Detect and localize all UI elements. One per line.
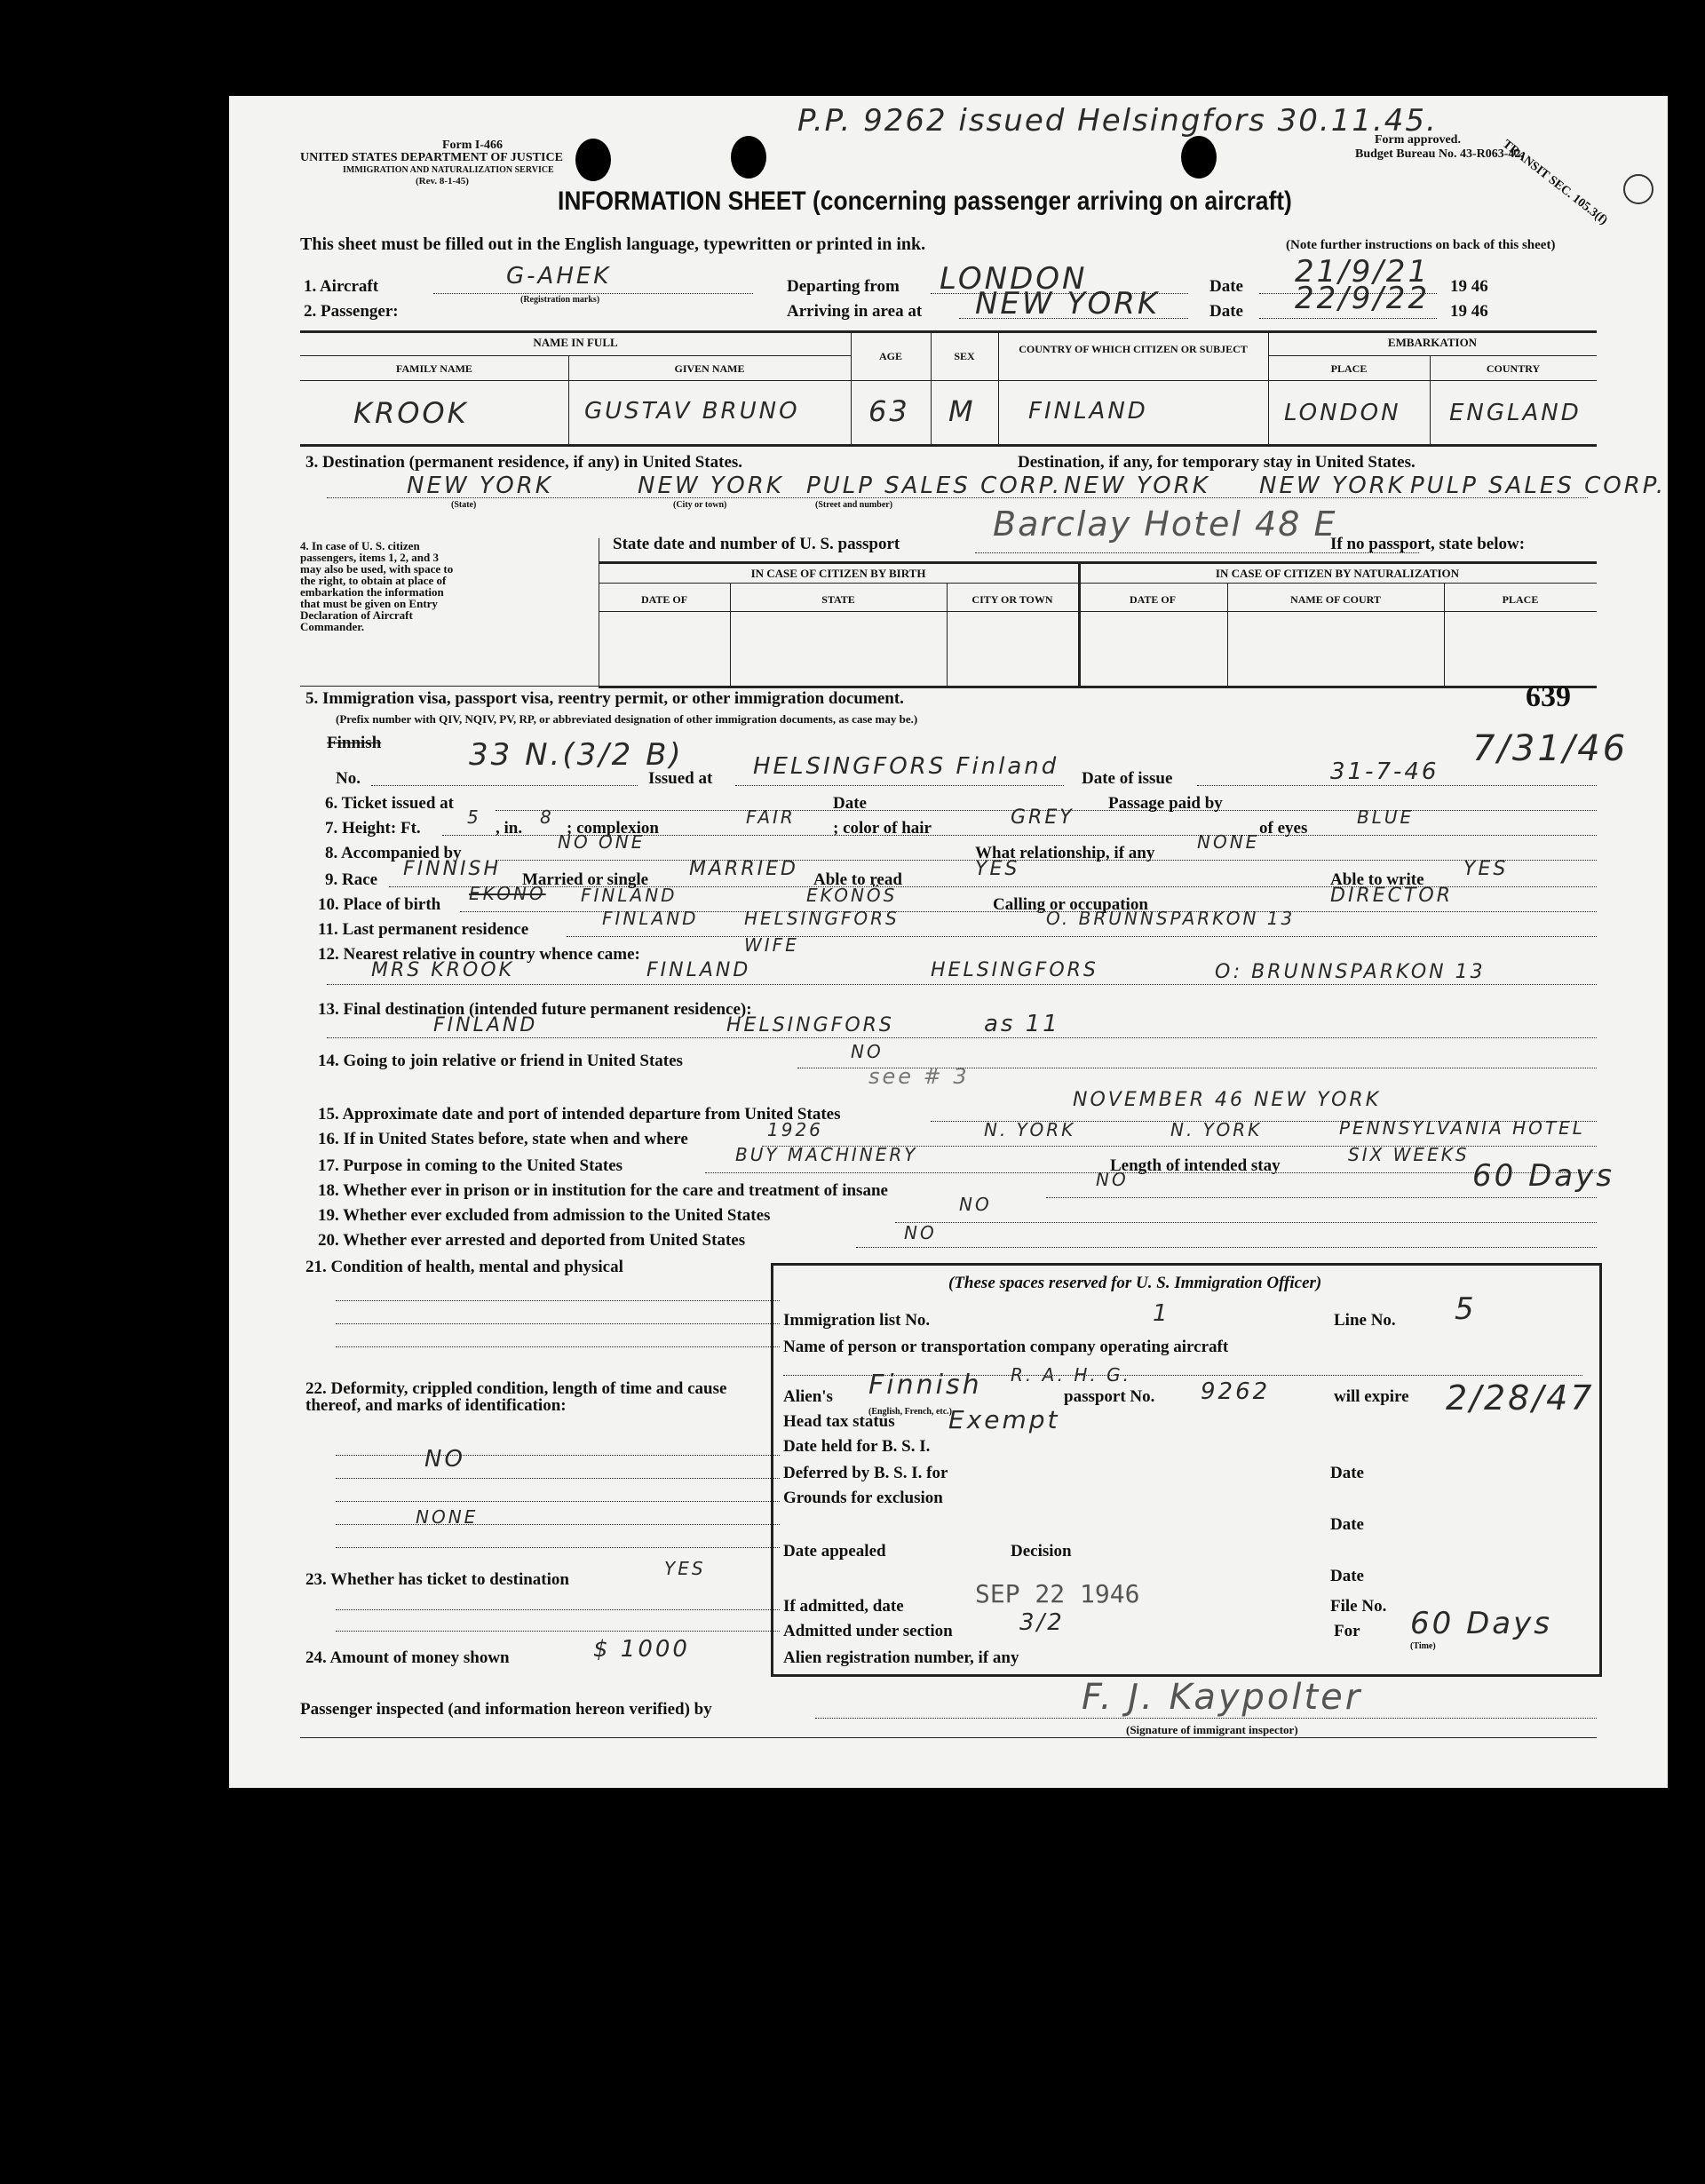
aircraft-value: G-AHEK (506, 263, 612, 290)
r24: 24. Amount of money shown (305, 1648, 510, 1667)
cap-state: (State) (451, 500, 477, 510)
write: YES (1463, 858, 1509, 880)
date-of2: DATE OF (1129, 593, 1177, 606)
r16: 16. If in United States before, state when and where (318, 1130, 688, 1148)
by-nat: IN CASE OF CITIZEN BY NATURALIZATION (1215, 567, 1460, 580)
passenger-label: 2. Passenger: (304, 302, 399, 321)
rule-line (815, 1718, 1597, 1719)
r7: 7. Height: Ft. (325, 819, 421, 838)
visa-number-639: 639 (1526, 680, 1571, 713)
rule-line (300, 444, 1597, 447)
age: AGE (878, 350, 902, 362)
rule-line (735, 785, 1064, 786)
relative-rel: WIFE (744, 934, 799, 956)
rule-line (336, 1455, 780, 1456)
depart: NOVEMBER 46 NEW YORK (1073, 1089, 1382, 1111)
r13: 13. Final destination (intended future permanent residence): (318, 1000, 752, 1019)
relative-country: FINLAND (646, 959, 751, 981)
r22: 22. Deformity, crippled condition, length of time and cause thereof, and marks of identification: (305, 1379, 727, 1415)
for-label: For (1334, 1622, 1360, 1640)
time-caption: (Time) (1410, 1641, 1436, 1651)
in: 8 (540, 806, 554, 828)
given-name: GIVEN NAME (674, 362, 745, 375)
state: NEW YORK (407, 473, 553, 499)
accompanied: NO ONE (558, 831, 646, 853)
calling-label: Calling or occupation (993, 895, 1148, 914)
citizen-note: 4. In case of U. S. citizen passengers, items 1, 2, and 3 may also be used, with space to the right, to obtain at place of embarkation the information that must be given on Entry Declaration of Aircraft Commander. (300, 539, 454, 633)
join: NO (851, 1041, 884, 1062)
calling: DIRECTOR (1330, 885, 1454, 907)
arrested: NO (904, 1222, 937, 1243)
bsi-label: Date held for B. S. I. (783, 1437, 931, 1456)
inspected: Passenger inspected (and information hereon verified) by (300, 1700, 712, 1719)
before-year: 1926 (767, 1119, 823, 1140)
embarkation: EMBARKATION (1387, 336, 1478, 349)
transit-stamp: TRANSIT SEC. 105.3(f) (1500, 137, 1610, 228)
no-label: No. (336, 769, 361, 788)
rule-line (599, 561, 1597, 564)
eyes: BLUE (1357, 806, 1415, 828)
rule-line (371, 785, 638, 786)
read-label: Able to read (813, 870, 902, 889)
rule-line (327, 1037, 1597, 1038)
issued-label: Issued at (648, 769, 713, 788)
rule-line (705, 1172, 1597, 1173)
service: IMMIGRATION AND NATURALIZATION SERVICE (343, 165, 554, 175)
rule-line (336, 1478, 780, 1479)
appealed-label: Date appealed (783, 1542, 886, 1561)
purpose: BUY MACHINERY (735, 1144, 918, 1165)
t-city: NEW YORK (1259, 473, 1406, 499)
line-value: 5 (1455, 1291, 1477, 1327)
birth-country: FINLAND (581, 885, 678, 906)
hand-date: 7/31/46 (1472, 728, 1629, 769)
prison: NO (1096, 1169, 1129, 1190)
place: PLACE (1330, 362, 1368, 375)
expire-label: will expire (1334, 1387, 1409, 1406)
punch-hole (731, 136, 766, 179)
department: UNITED STATES DEPARTMENT OF JUSTICE (300, 151, 563, 164)
rule-line (1046, 1197, 1597, 1198)
rule-line (336, 1346, 780, 1347)
t-street: PULP SALES CORP. (1410, 473, 1667, 499)
last-country: FINLAND (602, 908, 699, 929)
family-name: FAMILY NAME (396, 362, 472, 375)
line-label: Line No. (1334, 1311, 1396, 1330)
date-label: Date (1209, 302, 1243, 321)
alien-value: Finnish (868, 1370, 982, 1401)
section-value: 3/2 (1019, 1609, 1065, 1636)
state: STATE (821, 593, 855, 606)
married-label: Married or single (522, 870, 649, 889)
arriving-value: NEW YORK (975, 286, 1161, 322)
rule-line (931, 330, 932, 444)
list-value: 1 (1153, 1300, 1170, 1327)
r18: 18. Whether ever in prison or in institution for the care and treatment of insane (318, 1181, 888, 1200)
rule-line (1197, 785, 1597, 786)
admitted-label: If admitted, date (783, 1597, 904, 1616)
struck: Finnish (327, 734, 382, 752)
temp-destination-label: Destination, if any, for temporary stay in United States. (1018, 453, 1416, 472)
country-citizen: COUNTRY OF WHICH CITIZEN OR SUBJECT (1019, 343, 1248, 355)
date-label: Date (1330, 1464, 1364, 1482)
race: FINNISH (403, 858, 502, 880)
rule-line (336, 1631, 780, 1632)
handwritten-note: P.P. 9262 issued Helsingfors 30.11.45. (797, 103, 1438, 139)
rule-line (336, 1323, 780, 1324)
name-in-full: NAME IN FULL (533, 336, 618, 349)
embark-place: LONDON (1284, 400, 1401, 426)
passport-value: 9262 (1201, 1378, 1271, 1405)
rule-line (851, 330, 852, 444)
birth-struck: EKONO (469, 883, 546, 904)
pp-note: R. A. H. G. (1011, 1364, 1131, 1386)
city-town: CITY OR TOWN (971, 593, 1053, 606)
r22-a: NO (424, 1446, 465, 1473)
date-issue-label: Date of issue (1082, 769, 1173, 788)
r14: 14. Going to join relative or friend in United States (318, 1052, 683, 1070)
name-court: NAME OF COURT (1290, 593, 1381, 606)
year1: 19 46 (1450, 277, 1488, 296)
r15: 15. Approximate date and port of intended departure from United States (318, 1105, 841, 1124)
passport-label: State date and number of U. S. passport (613, 535, 900, 553)
hair-label: ; color of hair (833, 819, 932, 838)
operator-label: Name of person or transportation company operating aircraft (783, 1338, 1229, 1356)
alien-sub: (English, French, etc.) (868, 1407, 952, 1417)
sig-caption: (Signature of immigrant inspector) (1126, 1723, 1298, 1736)
last-street: O. BRUNNSPARKON 13 (1046, 908, 1296, 929)
year2: 19 46 (1450, 302, 1488, 321)
r6-paid: Passage paid by (1108, 794, 1223, 813)
deferred-label: Deferred by B. S. I. for (783, 1464, 948, 1482)
excluded: NO (959, 1194, 992, 1215)
reg-label: Alien registration number, if any (783, 1648, 1019, 1667)
city: NEW YORK (638, 473, 784, 499)
list-label: Immigration list No. (783, 1311, 931, 1330)
sex-value: M (948, 394, 976, 428)
visa-issued-at: HELSINGFORS Finland (753, 753, 1059, 780)
rule-line (300, 330, 1597, 333)
visa-no: 33 N.(3/2 B) (469, 737, 684, 773)
date-label: Date (1209, 277, 1243, 296)
relative-city: HELSINGFORS (931, 959, 1098, 981)
by-birth: IN CASE OF CITIZEN BY BIRTH (750, 567, 926, 580)
r10: 10. Place of birth (318, 895, 441, 914)
rule-line (336, 1547, 780, 1548)
embark-country: ENGLAND (1449, 400, 1582, 426)
r17: 17. Purpose in coming to the United States (318, 1156, 623, 1175)
cap-street: (Street and number) (815, 500, 893, 510)
sex: SEX (954, 350, 975, 362)
read: YES (975, 858, 1020, 880)
rule-line (856, 1247, 1597, 1248)
date-of: DATE OF (640, 593, 688, 606)
final-street: as 11 (984, 1011, 1060, 1037)
form-sheet (229, 96, 1668, 1788)
hair: GREY (1011, 806, 1075, 829)
r11: 11. Last permanent residence (318, 920, 529, 939)
r9: 9. Race (325, 870, 378, 889)
ft: 5 (467, 806, 481, 828)
no-passport: If no passport, state below: (1330, 535, 1526, 553)
arriving-label: Arriving in area at (787, 302, 923, 321)
stay: SIX WEEKS (1348, 1144, 1470, 1165)
destination-label: 3. Destination (permanent residence, if any) in United States. (305, 453, 743, 472)
visa-label: 5. Immigration visa, passport visa, reentry permit, or other immigration document. (305, 689, 904, 708)
r22-b: NONE (416, 1506, 479, 1528)
stay-label: Length of intended stay (1110, 1156, 1281, 1175)
money: $ 1000 (593, 1636, 690, 1663)
rule-line (300, 686, 599, 687)
alien-label: Alien's (783, 1387, 833, 1406)
join-hand: see # 3 (868, 1064, 970, 1089)
rule-line (300, 380, 1597, 381)
rule-line (336, 1501, 780, 1502)
ticket: YES (664, 1558, 706, 1579)
file-label: File No. (1330, 1597, 1387, 1616)
reg-marks: (Registration marks) (520, 295, 600, 305)
headtax-value: Exempt (948, 1405, 1060, 1434)
rule-line (336, 1609, 780, 1610)
rule-line (300, 355, 851, 356)
r23: 23. Whether has ticket to destination (305, 1570, 569, 1589)
passport-label: passport No. (1064, 1387, 1155, 1406)
t-state: NEW YORK (1064, 473, 1210, 499)
back-note: (Note further instructions on back of this sheet) (1286, 238, 1556, 252)
before-street: PENNSYLVANIA HOTEL (1339, 1117, 1585, 1139)
eyes-label: of eyes (1259, 819, 1308, 838)
r6: 6. Ticket issued at (325, 794, 454, 813)
rule-line (1268, 355, 1597, 356)
header: (These spaces reserved for U. S. Immigration Officer) (948, 1274, 1322, 1292)
decision-label: Decision (1011, 1542, 1072, 1561)
for-value: 60 Days (1410, 1606, 1552, 1641)
complexion: FAIR (746, 806, 796, 828)
country: COUNTRY (1486, 362, 1541, 375)
stay-hand: 60 Days (1472, 1158, 1614, 1194)
before-state: N. YORK (984, 1119, 1076, 1140)
departing-label: Departing from (787, 277, 900, 296)
r21: 21. Condition of health, mental and physical (305, 1258, 623, 1276)
departing-value: LONDON (940, 261, 1088, 297)
grounds-label: Grounds for exclusion (783, 1489, 943, 1507)
sub: (Prefix number with QIV, NQIV, PV, RP, or abbreviated designation of other immigration documents, as case may be.) (336, 712, 918, 726)
hotel-note: Barclay Hotel 48 E (993, 504, 1337, 544)
write-label: Able to write (1330, 870, 1424, 889)
form-approved: Form approved. (1375, 133, 1461, 147)
date-arrival: 22/9/22 (1295, 281, 1431, 316)
inspector-signature: F. J. Kaypolter (1082, 1677, 1363, 1718)
before-city: N. YORK (1170, 1119, 1263, 1140)
complexion-label: ; complexion (567, 819, 659, 838)
rule-line (599, 583, 1597, 584)
rule-line (336, 1524, 780, 1525)
punch-hole (575, 139, 611, 181)
instruction: This sheet must be filled out in the English language, typewritten or printed in ink. (300, 234, 926, 254)
relationship-label: What relationship, if any (975, 844, 1155, 862)
expire-value: 2/28/47 (1446, 1378, 1595, 1418)
r19: 19. Whether ever excluded from admission to the United States (318, 1206, 771, 1225)
rule-line (336, 1300, 780, 1301)
r20: 20. Whether ever arrested and deported from United States (318, 1231, 746, 1250)
final-country: FINLAND (433, 1014, 538, 1036)
section-label: Admitted under section (783, 1622, 953, 1640)
rule-line (300, 1737, 1597, 1738)
rule-line (895, 1222, 1597, 1223)
birth-city: EKONÖS (806, 885, 898, 906)
date-departure: 21/9/21 (1295, 254, 1431, 290)
visa-date-issue: 31-7-46 (1330, 758, 1439, 785)
budget-bureau: Budget Bureau No. 43-R063-42. (1355, 147, 1524, 161)
date-label: Date (1330, 1567, 1364, 1585)
aircraft-label: 1. Aircraft (304, 277, 379, 296)
r8: 8. Accompanied by (325, 844, 462, 862)
age-value: 63 (868, 394, 910, 428)
rule-line (327, 984, 1597, 985)
revision: (Rev. 8-1-45) (416, 176, 469, 187)
in-label: , in. (496, 819, 523, 838)
last-city: HELSINGFORS (744, 908, 900, 929)
relationship: NONE (1197, 831, 1260, 853)
rule-line (599, 611, 1597, 612)
punch-hole (1181, 136, 1217, 179)
given-name: GUSTAV BRUNO (584, 398, 800, 425)
form-number: Form I-466 (442, 139, 504, 152)
page-title: INFORMATION SHEET (concerning passenger arriving on aircraft) (558, 187, 1292, 216)
headtax-label: Head tax status (783, 1412, 895, 1431)
place: PLACE (1502, 593, 1539, 606)
rule-line (1259, 318, 1437, 319)
rule-line (567, 936, 1597, 937)
final-city: HELSINGFORS (726, 1014, 894, 1036)
r6-date: Date (833, 794, 867, 813)
relative-name: MRS KROOK (371, 959, 514, 981)
date-label: Date (1330, 1515, 1364, 1534)
r12: 12. Nearest relative in country whence came: (318, 945, 640, 964)
citizen-value: FINLAND (1028, 398, 1148, 425)
circle-mark (1623, 174, 1653, 204)
cap-city: (City or town) (673, 500, 727, 510)
married: MARRIED (689, 858, 798, 880)
relative-street: O: BRUNNSPARKON 13 (1215, 961, 1486, 983)
admitted-date-stamp: SEP 22 1946 (975, 1579, 1140, 1608)
rule-line (599, 686, 1597, 688)
rule-line (496, 860, 1597, 861)
street: PULP SALES CORP. (806, 473, 1063, 499)
family-name: KROOK (353, 396, 469, 430)
rule-line (433, 293, 753, 294)
